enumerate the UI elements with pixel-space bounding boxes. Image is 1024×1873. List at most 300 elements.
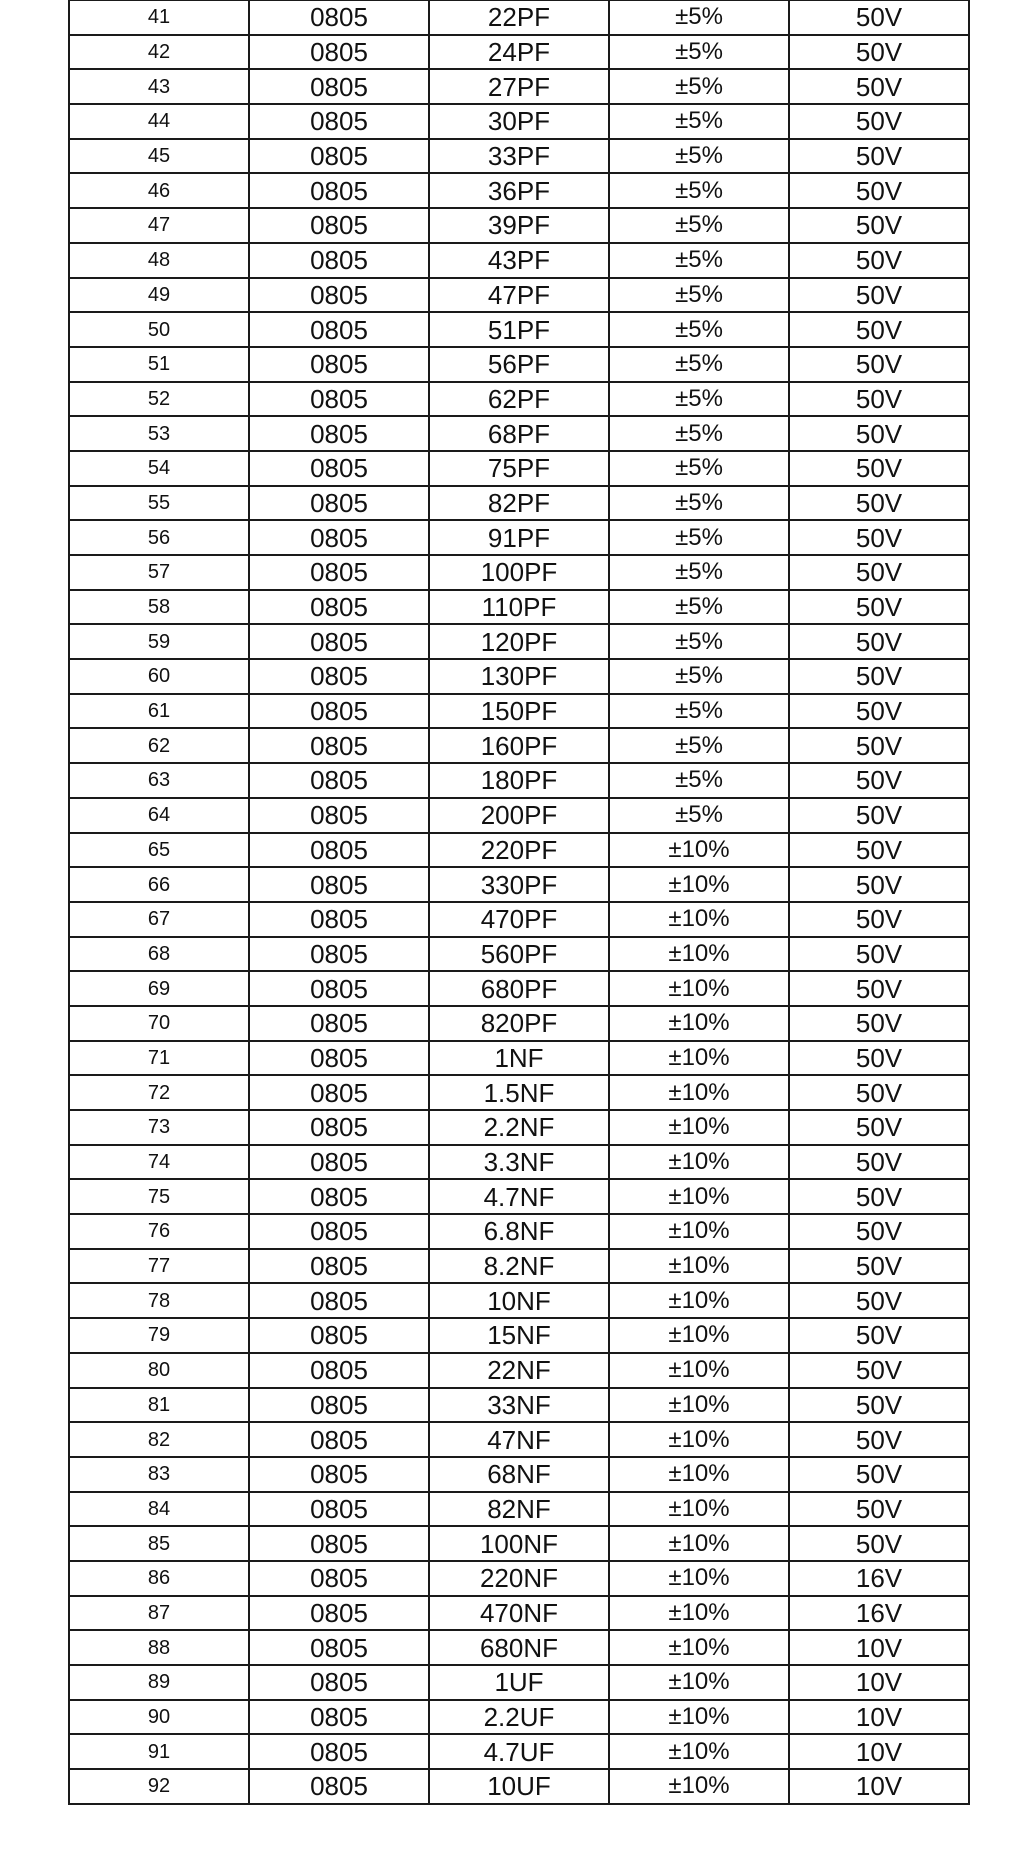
table-row (69, 1145, 969, 1180)
package-cell: 0805 (249, 312, 429, 347)
row-number-cell: 47 (69, 208, 249, 243)
package-cell: 0805 (249, 1561, 429, 1596)
package-cell: 0805 (249, 902, 429, 937)
capacitance-cell: 6.8NF (429, 1214, 609, 1249)
table-row (69, 1214, 969, 1249)
voltage-cell: 50V (789, 937, 969, 972)
row-number-cell: 58 (69, 590, 249, 625)
row-number-cell: 69 (69, 971, 249, 1006)
tolerance-cell: ±5% (609, 694, 789, 729)
voltage-cell: 50V (789, 763, 969, 798)
voltage-cell: 50V (789, 867, 969, 902)
table-row (69, 1665, 969, 1700)
table-row (69, 1769, 969, 1804)
capacitance-cell: 15NF (429, 1318, 609, 1353)
row-number-cell: 91 (69, 1734, 249, 1769)
package-cell: 0805 (249, 1665, 429, 1700)
package-cell: 0805 (249, 867, 429, 902)
capacitance-cell: 470NF (429, 1596, 609, 1631)
voltage-cell: 50V (789, 694, 969, 729)
capacitance-cell: 43PF (429, 243, 609, 278)
row-number-cell: 48 (69, 243, 249, 278)
table-row (69, 208, 969, 243)
voltage-cell: 50V (789, 1, 969, 35)
row-number-cell: 51 (69, 347, 249, 382)
row-number-cell: 88 (69, 1630, 249, 1665)
tolerance-cell: ±10% (609, 1492, 789, 1527)
voltage-cell: 10V (789, 1734, 969, 1769)
tolerance-cell: ±5% (609, 382, 789, 417)
voltage-cell: 50V (789, 1179, 969, 1214)
capacitance-cell: 39PF (429, 208, 609, 243)
package-cell: 0805 (249, 624, 429, 659)
row-number-cell: 83 (69, 1457, 249, 1492)
voltage-cell: 50V (789, 1214, 969, 1249)
row-number-cell: 65 (69, 833, 249, 868)
capacitance-cell: 24PF (429, 35, 609, 70)
package-cell: 0805 (249, 520, 429, 555)
row-number-cell: 84 (69, 1492, 249, 1527)
table-row (69, 590, 969, 625)
capacitance-cell: 4.7UF (429, 1734, 609, 1769)
capacitance-cell: 220PF (429, 833, 609, 868)
capacitance-cell: 8.2NF (429, 1249, 609, 1284)
tolerance-cell: ±10% (609, 1388, 789, 1423)
tolerance-cell: ±10% (609, 1006, 789, 1041)
table-row (69, 833, 969, 868)
tolerance-cell: ±5% (609, 69, 789, 104)
tolerance-cell: ±5% (609, 590, 789, 625)
table-row (69, 520, 969, 555)
table-row (69, 104, 969, 139)
table-row (69, 1596, 969, 1631)
row-number-cell: 49 (69, 278, 249, 313)
capacitance-cell: 75PF (429, 451, 609, 486)
package-cell: 0805 (249, 833, 429, 868)
capacitance-cell: 47PF (429, 278, 609, 313)
row-number-cell: 62 (69, 728, 249, 763)
row-number-cell: 81 (69, 1388, 249, 1423)
row-number-cell: 64 (69, 798, 249, 833)
voltage-cell: 50V (789, 35, 969, 70)
package-cell: 0805 (249, 1318, 429, 1353)
tolerance-cell: ±10% (609, 1075, 789, 1110)
voltage-cell: 50V (789, 520, 969, 555)
tolerance-cell: ±10% (609, 1110, 789, 1145)
table-row (69, 659, 969, 694)
package-cell: 0805 (249, 1422, 429, 1457)
table-row (69, 1630, 969, 1665)
table-row (69, 1492, 969, 1527)
tolerance-cell: ±5% (609, 243, 789, 278)
package-cell: 0805 (249, 382, 429, 417)
package-cell: 0805 (249, 937, 429, 972)
voltage-cell: 50V (789, 624, 969, 659)
capacitance-cell: 33PF (429, 139, 609, 174)
row-number-cell: 72 (69, 1075, 249, 1110)
capacitance-cell: 22NF (429, 1353, 609, 1388)
package-cell: 0805 (249, 1214, 429, 1249)
table-row (69, 1388, 969, 1423)
row-number-cell: 55 (69, 486, 249, 521)
tolerance-cell: ±5% (609, 173, 789, 208)
capacitance-cell: 160PF (429, 728, 609, 763)
table-row (69, 624, 969, 659)
package-cell: 0805 (249, 1596, 429, 1631)
table-row (69, 312, 969, 347)
capacitance-cell: 150PF (429, 694, 609, 729)
row-number-cell: 82 (69, 1422, 249, 1457)
row-number-cell: 90 (69, 1700, 249, 1735)
voltage-cell: 50V (789, 1388, 969, 1423)
tolerance-cell: ±5% (609, 312, 789, 347)
package-cell: 0805 (249, 173, 429, 208)
capacitance-cell: 100PF (429, 555, 609, 590)
voltage-cell: 50V (789, 971, 969, 1006)
table-row (69, 173, 969, 208)
package-cell: 0805 (249, 1700, 429, 1735)
package-cell: 0805 (249, 1075, 429, 1110)
voltage-cell: 50V (789, 1110, 969, 1145)
tolerance-cell: ±5% (609, 555, 789, 590)
package-cell: 0805 (249, 728, 429, 763)
package-cell: 0805 (249, 1, 429, 35)
capacitance-cell: 27PF (429, 69, 609, 104)
package-cell: 0805 (249, 1110, 429, 1145)
table-row (69, 1457, 969, 1492)
table-row (69, 1249, 969, 1284)
tolerance-cell: ±5% (609, 798, 789, 833)
row-number-cell: 85 (69, 1526, 249, 1561)
voltage-cell: 10V (789, 1630, 969, 1665)
table-row (69, 139, 969, 174)
table-row (69, 555, 969, 590)
voltage-cell: 50V (789, 1492, 969, 1527)
row-number-cell: 54 (69, 451, 249, 486)
table-row (69, 1110, 969, 1145)
tolerance-cell: ±5% (609, 659, 789, 694)
row-number-cell: 78 (69, 1283, 249, 1318)
voltage-cell: 50V (789, 1075, 969, 1110)
row-number-cell: 53 (69, 416, 249, 451)
tolerance-cell: ±5% (609, 347, 789, 382)
tolerance-cell: ±10% (609, 1422, 789, 1457)
capacitance-cell: 110PF (429, 590, 609, 625)
package-cell: 0805 (249, 798, 429, 833)
row-number-cell: 66 (69, 867, 249, 902)
table-row (69, 1318, 969, 1353)
table-row (69, 728, 969, 763)
voltage-cell: 50V (789, 451, 969, 486)
voltage-cell: 50V (789, 728, 969, 763)
capacitance-cell: 560PF (429, 937, 609, 972)
package-cell: 0805 (249, 243, 429, 278)
capacitance-cell: 2.2NF (429, 1110, 609, 1145)
row-number-cell: 79 (69, 1318, 249, 1353)
tolerance-cell: ±10% (609, 1353, 789, 1388)
table-row (69, 451, 969, 486)
row-number-cell: 52 (69, 382, 249, 417)
table-row (69, 243, 969, 278)
capacitor-table (68, 0, 970, 1805)
package-cell: 0805 (249, 1388, 429, 1423)
package-cell: 0805 (249, 1353, 429, 1388)
capacitance-cell: 62PF (429, 382, 609, 417)
voltage-cell: 50V (789, 382, 969, 417)
row-number-cell: 68 (69, 937, 249, 972)
voltage-cell: 10V (789, 1665, 969, 1700)
row-number-cell: 76 (69, 1214, 249, 1249)
tolerance-cell: ±10% (609, 1041, 789, 1076)
row-number-cell: 75 (69, 1179, 249, 1214)
package-cell: 0805 (249, 1006, 429, 1041)
package-cell: 0805 (249, 1457, 429, 1492)
voltage-cell: 50V (789, 173, 969, 208)
tolerance-cell: ±10% (609, 1283, 789, 1318)
row-number-cell: 41 (69, 1, 249, 35)
row-number-cell: 43 (69, 69, 249, 104)
row-number-cell: 70 (69, 1006, 249, 1041)
row-number-cell: 86 (69, 1561, 249, 1596)
capacitance-cell: 33NF (429, 1388, 609, 1423)
voltage-cell: 10V (789, 1769, 969, 1804)
row-number-cell: 60 (69, 659, 249, 694)
package-cell: 0805 (249, 451, 429, 486)
capacitance-cell: 120PF (429, 624, 609, 659)
tolerance-cell: ±10% (609, 1249, 789, 1284)
capacitance-cell: 130PF (429, 659, 609, 694)
tolerance-cell: ±10% (609, 1596, 789, 1631)
table-row (69, 1561, 969, 1596)
table-row (69, 1006, 969, 1041)
tolerance-cell: ±5% (609, 35, 789, 70)
package-cell: 0805 (249, 1630, 429, 1665)
table-row (69, 35, 969, 70)
table-row (69, 1075, 969, 1110)
row-number-cell: 74 (69, 1145, 249, 1180)
capacitance-cell: 47NF (429, 1422, 609, 1457)
package-cell: 0805 (249, 1769, 429, 1804)
row-number-cell: 46 (69, 173, 249, 208)
tolerance-cell: ±5% (609, 451, 789, 486)
row-number-cell: 56 (69, 520, 249, 555)
tolerance-cell: ±5% (609, 520, 789, 555)
capacitance-cell: 4.7NF (429, 1179, 609, 1214)
capacitance-cell: 330PF (429, 867, 609, 902)
capacitor-spec-sheet (68, 0, 968, 1805)
voltage-cell: 50V (789, 1006, 969, 1041)
voltage-cell: 50V (789, 798, 969, 833)
voltage-cell: 50V (789, 104, 969, 139)
package-cell: 0805 (249, 590, 429, 625)
tolerance-cell: ±10% (609, 1214, 789, 1249)
voltage-cell: 50V (789, 208, 969, 243)
tolerance-cell: ±5% (609, 139, 789, 174)
row-number-cell: 61 (69, 694, 249, 729)
table-row (69, 486, 969, 521)
row-number-cell: 92 (69, 1769, 249, 1804)
package-cell: 0805 (249, 694, 429, 729)
capacitance-cell: 1.5NF (429, 1075, 609, 1110)
package-cell: 0805 (249, 208, 429, 243)
tolerance-cell: ±5% (609, 104, 789, 139)
row-number-cell: 50 (69, 312, 249, 347)
package-cell: 0805 (249, 763, 429, 798)
table-row (69, 902, 969, 937)
row-number-cell: 44 (69, 104, 249, 139)
capacitance-cell: 10UF (429, 1769, 609, 1804)
table-row (69, 278, 969, 313)
row-number-cell: 80 (69, 1353, 249, 1388)
table-row (69, 867, 969, 902)
table-row (69, 382, 969, 417)
package-cell: 0805 (249, 1492, 429, 1527)
capacitance-cell: 36PF (429, 173, 609, 208)
table-row (69, 798, 969, 833)
package-cell: 0805 (249, 486, 429, 521)
tolerance-cell: ±5% (609, 278, 789, 313)
package-cell: 0805 (249, 416, 429, 451)
row-number-cell: 73 (69, 1110, 249, 1145)
row-number-cell: 67 (69, 902, 249, 937)
voltage-cell: 50V (789, 1457, 969, 1492)
table-row (69, 1422, 969, 1457)
tolerance-cell: ±10% (609, 902, 789, 937)
tolerance-cell: ±10% (609, 1457, 789, 1492)
row-number-cell: 77 (69, 1249, 249, 1284)
table-row (69, 1283, 969, 1318)
voltage-cell: 50V (789, 69, 969, 104)
capacitor-table-body (69, 1, 969, 1804)
voltage-cell: 50V (789, 833, 969, 868)
package-cell: 0805 (249, 555, 429, 590)
row-number-cell: 57 (69, 555, 249, 590)
voltage-cell: 50V (789, 1145, 969, 1180)
capacitance-cell: 56PF (429, 347, 609, 382)
table-row (69, 1, 969, 35)
table-row (69, 1179, 969, 1214)
package-cell: 0805 (249, 35, 429, 70)
tolerance-cell: ±5% (609, 486, 789, 521)
voltage-cell: 50V (789, 139, 969, 174)
voltage-cell: 50V (789, 555, 969, 590)
tolerance-cell: ±10% (609, 1734, 789, 1769)
voltage-cell: 50V (789, 243, 969, 278)
voltage-cell: 50V (789, 590, 969, 625)
capacitance-cell: 51PF (429, 312, 609, 347)
row-number-cell: 63 (69, 763, 249, 798)
voltage-cell: 50V (789, 1422, 969, 1457)
table-row (69, 416, 969, 451)
voltage-cell: 50V (789, 1283, 969, 1318)
tolerance-cell: ±10% (609, 1145, 789, 1180)
tolerance-cell: ±10% (609, 937, 789, 972)
package-cell: 0805 (249, 1283, 429, 1318)
package-cell: 0805 (249, 104, 429, 139)
voltage-cell: 50V (789, 278, 969, 313)
table-row (69, 1734, 969, 1769)
capacitance-cell: 82NF (429, 1492, 609, 1527)
table-row (69, 971, 969, 1006)
tolerance-cell: ±10% (609, 1179, 789, 1214)
row-number-cell: 59 (69, 624, 249, 659)
package-cell: 0805 (249, 1249, 429, 1284)
tolerance-cell: ±5% (609, 624, 789, 659)
package-cell: 0805 (249, 971, 429, 1006)
package-cell: 0805 (249, 1734, 429, 1769)
tolerance-cell: ±10% (609, 1665, 789, 1700)
capacitance-cell: 1UF (429, 1665, 609, 1700)
capacitance-cell: 22PF (429, 1, 609, 35)
capacitance-cell: 68PF (429, 416, 609, 451)
voltage-cell: 50V (789, 312, 969, 347)
voltage-cell: 16V (789, 1561, 969, 1596)
package-cell: 0805 (249, 139, 429, 174)
row-number-cell: 89 (69, 1665, 249, 1700)
voltage-cell: 50V (789, 659, 969, 694)
capacitance-cell: 2.2UF (429, 1700, 609, 1735)
tolerance-cell: ±10% (609, 971, 789, 1006)
voltage-cell: 16V (789, 1596, 969, 1631)
capacitance-cell: 200PF (429, 798, 609, 833)
tolerance-cell: ±10% (609, 1769, 789, 1804)
tolerance-cell: ±5% (609, 763, 789, 798)
table-row (69, 763, 969, 798)
row-number-cell: 71 (69, 1041, 249, 1076)
tolerance-cell: ±10% (609, 1700, 789, 1735)
voltage-cell: 50V (789, 1353, 969, 1388)
capacitance-cell: 3.3NF (429, 1145, 609, 1180)
package-cell: 0805 (249, 347, 429, 382)
voltage-cell: 50V (789, 1249, 969, 1284)
capacitance-cell: 91PF (429, 520, 609, 555)
tolerance-cell: ±10% (609, 1318, 789, 1353)
tolerance-cell: ±5% (609, 208, 789, 243)
voltage-cell: 50V (789, 1041, 969, 1076)
table-row (69, 347, 969, 382)
package-cell: 0805 (249, 278, 429, 313)
tolerance-cell: ±10% (609, 1630, 789, 1665)
capacitance-cell: 1NF (429, 1041, 609, 1076)
table-row (69, 937, 969, 972)
capacitance-cell: 10NF (429, 1283, 609, 1318)
package-cell: 0805 (249, 659, 429, 694)
capacitance-cell: 820PF (429, 1006, 609, 1041)
voltage-cell: 50V (789, 1318, 969, 1353)
package-cell: 0805 (249, 1145, 429, 1180)
tolerance-cell: ±10% (609, 833, 789, 868)
voltage-cell: 50V (789, 486, 969, 521)
row-number-cell: 45 (69, 139, 249, 174)
tolerance-cell: ±5% (609, 416, 789, 451)
voltage-cell: 50V (789, 1526, 969, 1561)
voltage-cell: 10V (789, 1700, 969, 1735)
table-row (69, 1700, 969, 1735)
capacitance-cell: 470PF (429, 902, 609, 937)
tolerance-cell: ±10% (609, 867, 789, 902)
table-row (69, 1526, 969, 1561)
package-cell: 0805 (249, 1179, 429, 1214)
table-row (69, 1353, 969, 1388)
capacitance-cell: 30PF (429, 104, 609, 139)
voltage-cell: 50V (789, 416, 969, 451)
table-row (69, 69, 969, 104)
tolerance-cell: ±10% (609, 1561, 789, 1596)
capacitance-cell: 100NF (429, 1526, 609, 1561)
row-number-cell: 87 (69, 1596, 249, 1631)
capacitance-cell: 180PF (429, 763, 609, 798)
row-number-cell: 42 (69, 35, 249, 70)
